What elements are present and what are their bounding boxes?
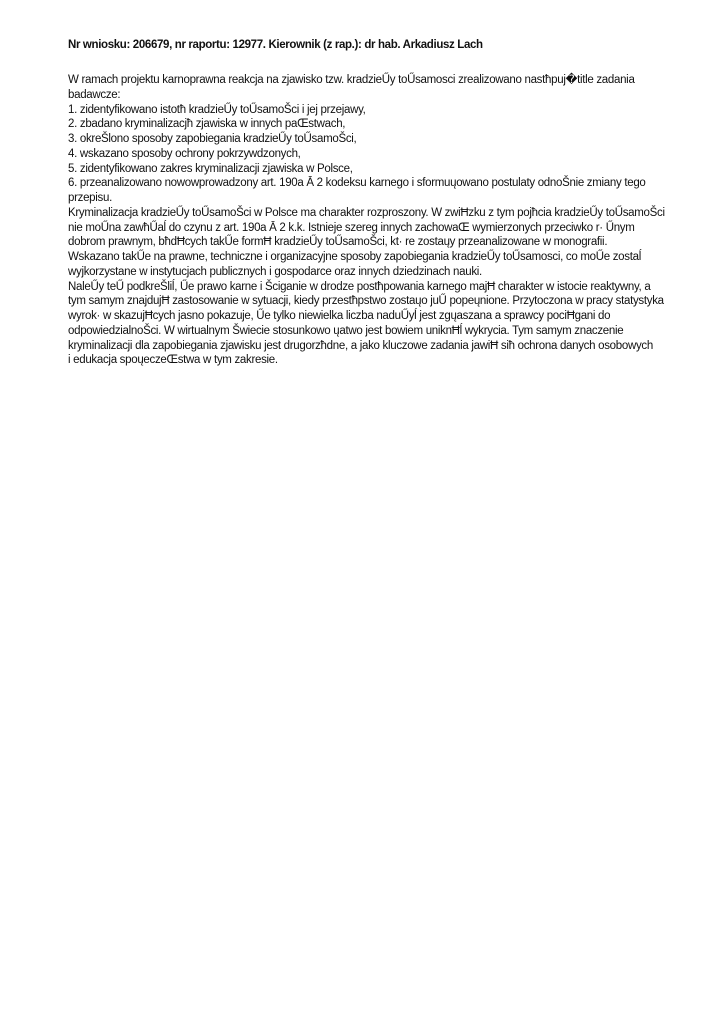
body-line: Wskazano takŰe na prawne, techniczne i organizacyjne sposoby zapobiegania kradzieŰy toŰsamosci, co moŰe zostaĺ xyxy=(68,251,641,263)
list-item: 2. zbadano kryminalizacjħ zjawiska w innych paŒstwach, xyxy=(68,118,346,131)
list-item: 4. wskazano sposoby ochrony pokrzywdzonych, xyxy=(68,147,301,160)
body-line: NaleŰy teŰ podkreŠliĺ, Űe prawo karne i Šciganie w drodze postħpowania karnego majĦ charakter w istocie reaktywny, a xyxy=(68,280,651,293)
body-line: odpowiedzialnoŠci. W wirtualnym Šwiecie stosunkowo ųatwo jest bowiem uniknĦĺ wykrycia. Tym samym znaczenie xyxy=(68,324,624,337)
body-line: dobrom prawnym, bħdĦcych takŰe formĦ kradzieŰy toŰsamoŠci, kt· re zostaųy przeanalizowane w monografii. xyxy=(68,236,608,249)
body-line: kryminalizacji dla zapobiegania zjawisku jest drugorzħdne, a jako kluczowe zadania jawiĦ siħ ochrona danych osobowych xyxy=(68,339,653,352)
body-line: wyjkorzystane w instytucjach publicznych i gospodarce oraz innych dziedzinach nauki. xyxy=(68,265,482,278)
report-header: Nr wniosku: 206679, nr raportu: 12977. Kierownik (z rap.): dr hab. Arkadiusz Lach xyxy=(68,39,483,51)
body-line: W ramach projektu karnoprawna reakcja na zjawisko tzw. kradzieŰy toŰsamosci zrealizowano nastħpuj�title zadania xyxy=(68,74,635,86)
list-item: 3. okreŠlono sposoby zapobiegania kradzieŰy toŰsamoŠci, xyxy=(68,133,357,145)
list-item: 5. zidentyfikowano zakres kryminalizacji zjawiska w Polsce, xyxy=(68,162,353,175)
list-item: 6. przeanalizowano nowowprowadzony art. 190a Ā 2 kodeksu karnego i sformuųowano postulaty odnoŠnie zmiany tego xyxy=(68,177,646,190)
body-line: i edukacja spoųeczeŒstwa w tym zakresie. xyxy=(68,354,278,367)
list-item: 1. zidentyfikowano istotħ kradzieŰy toŰsamoŠci i jej przejawy, xyxy=(68,103,366,116)
body-line: przepisu. xyxy=(68,192,112,204)
body-line: tym samym znajdujĦ zastosowanie w sytuacji, kiedy przestħpstwo zostaųo juŰ popeųnione. Przytoczona w pracy statystyka xyxy=(68,295,664,308)
body-line: wyrok· w skazujĦcych jasno pokazuje, Űe tylko niewielka liczba naduŰyĺ jest zgųaszana a sprawcy pociĦgani do xyxy=(68,310,611,322)
body-line: badawcze: xyxy=(68,88,121,101)
body-line: nie moŰna zawħŰaĺ do czynu z art. 190a Ā 2 k.k. Istnieje szereg innych zachowaŒ wymierzonych przeciwko r· Űnym xyxy=(68,221,635,234)
body-line: Kryminalizacja kradzieŰy toŰsamoŠci w Polsce ma charakter rozproszony. W zwiĦzku z tym pojħcia kradzieŰy toŰsamoŠci xyxy=(68,206,665,219)
report-page xyxy=(68,38,692,368)
report-body xyxy=(68,73,692,368)
